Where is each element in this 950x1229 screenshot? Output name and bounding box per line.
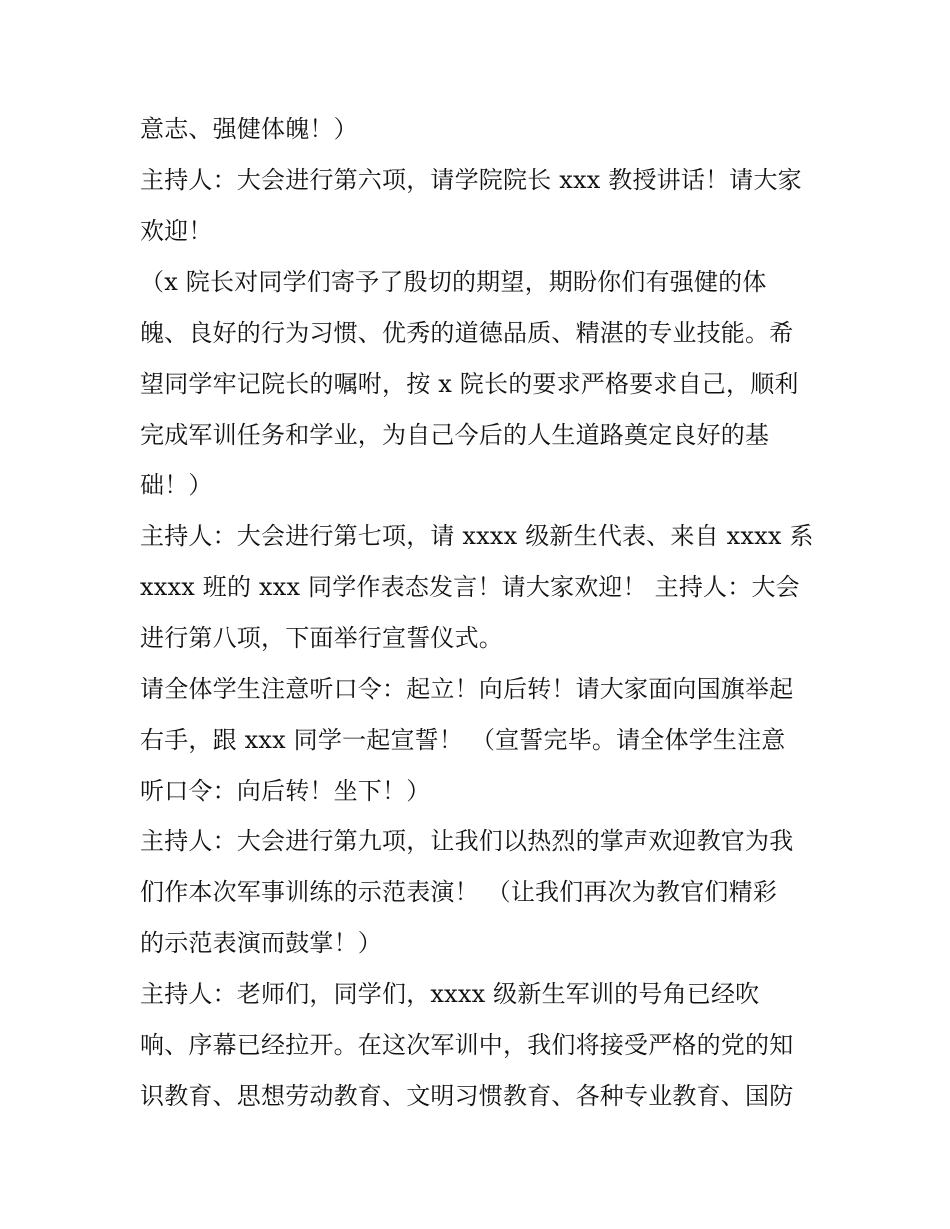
- text-line: 础！）: [140, 471, 213, 499]
- text-line: 右手，跟 xxx 同学一起宣誓！ （宣誓完毕。请全体学生注意: [140, 726, 786, 754]
- text-line: 欢迎！: [140, 217, 213, 245]
- text-line: 意志、强健体魄！）: [140, 115, 358, 143]
- text-line: 们作本次军事训练的示范表演！ （让我们再次为教官们精彩: [140, 878, 778, 906]
- text-line: （x 院长对同学们寄予了殷切的期望，期盼你们有强健的体: [140, 268, 767, 296]
- text-line: 魄、良好的行为习惯、优秀的道德品质、精湛的专业技能。希: [140, 319, 794, 347]
- text-line: 完成军训任务和学业，为自己今后的人生道路奠定良好的基: [140, 421, 770, 449]
- text-line: 听口令：向后转！坐下！）: [140, 777, 431, 805]
- text-line: 响、序幕已经拉开。在这次军训中，我们将接受严格的党的知: [140, 1031, 794, 1059]
- text-line: 主持人：老师们，同学们，xxxx 级新生军训的号角已经吹: [140, 980, 760, 1008]
- text-line: 进行第八项，下面举行宣誓仪式。: [140, 624, 503, 652]
- text-line: 请全体学生注意听口令：起立！向后转！请大家面向国旗举起: [140, 675, 794, 703]
- text-line: 望同学牢记院长的嘱咐，按 x 院长的要求严格要求自己，顺利: [140, 370, 799, 398]
- text-line: 主持人：大会进行第七项，请 xxxx 级新生代表、来自 xxxx 系: [140, 522, 814, 550]
- text-line: 识教育、思想劳动教育、文明习惯教育、各种专业教育、国防: [140, 1082, 794, 1110]
- text-line: 主持人：大会进行第六项，请学院院长 xxx 教授讲话！请大家: [140, 166, 802, 194]
- text-line: 主持人：大会进行第九项，让我们以热烈的掌声欢迎教官为我: [140, 827, 794, 855]
- text-line: xxxx 班的 xxx 同学作表态发言！请大家欢迎！ 主持人：大会: [140, 573, 800, 601]
- text-line: 的示范表演而鼓掌！）: [140, 929, 382, 957]
